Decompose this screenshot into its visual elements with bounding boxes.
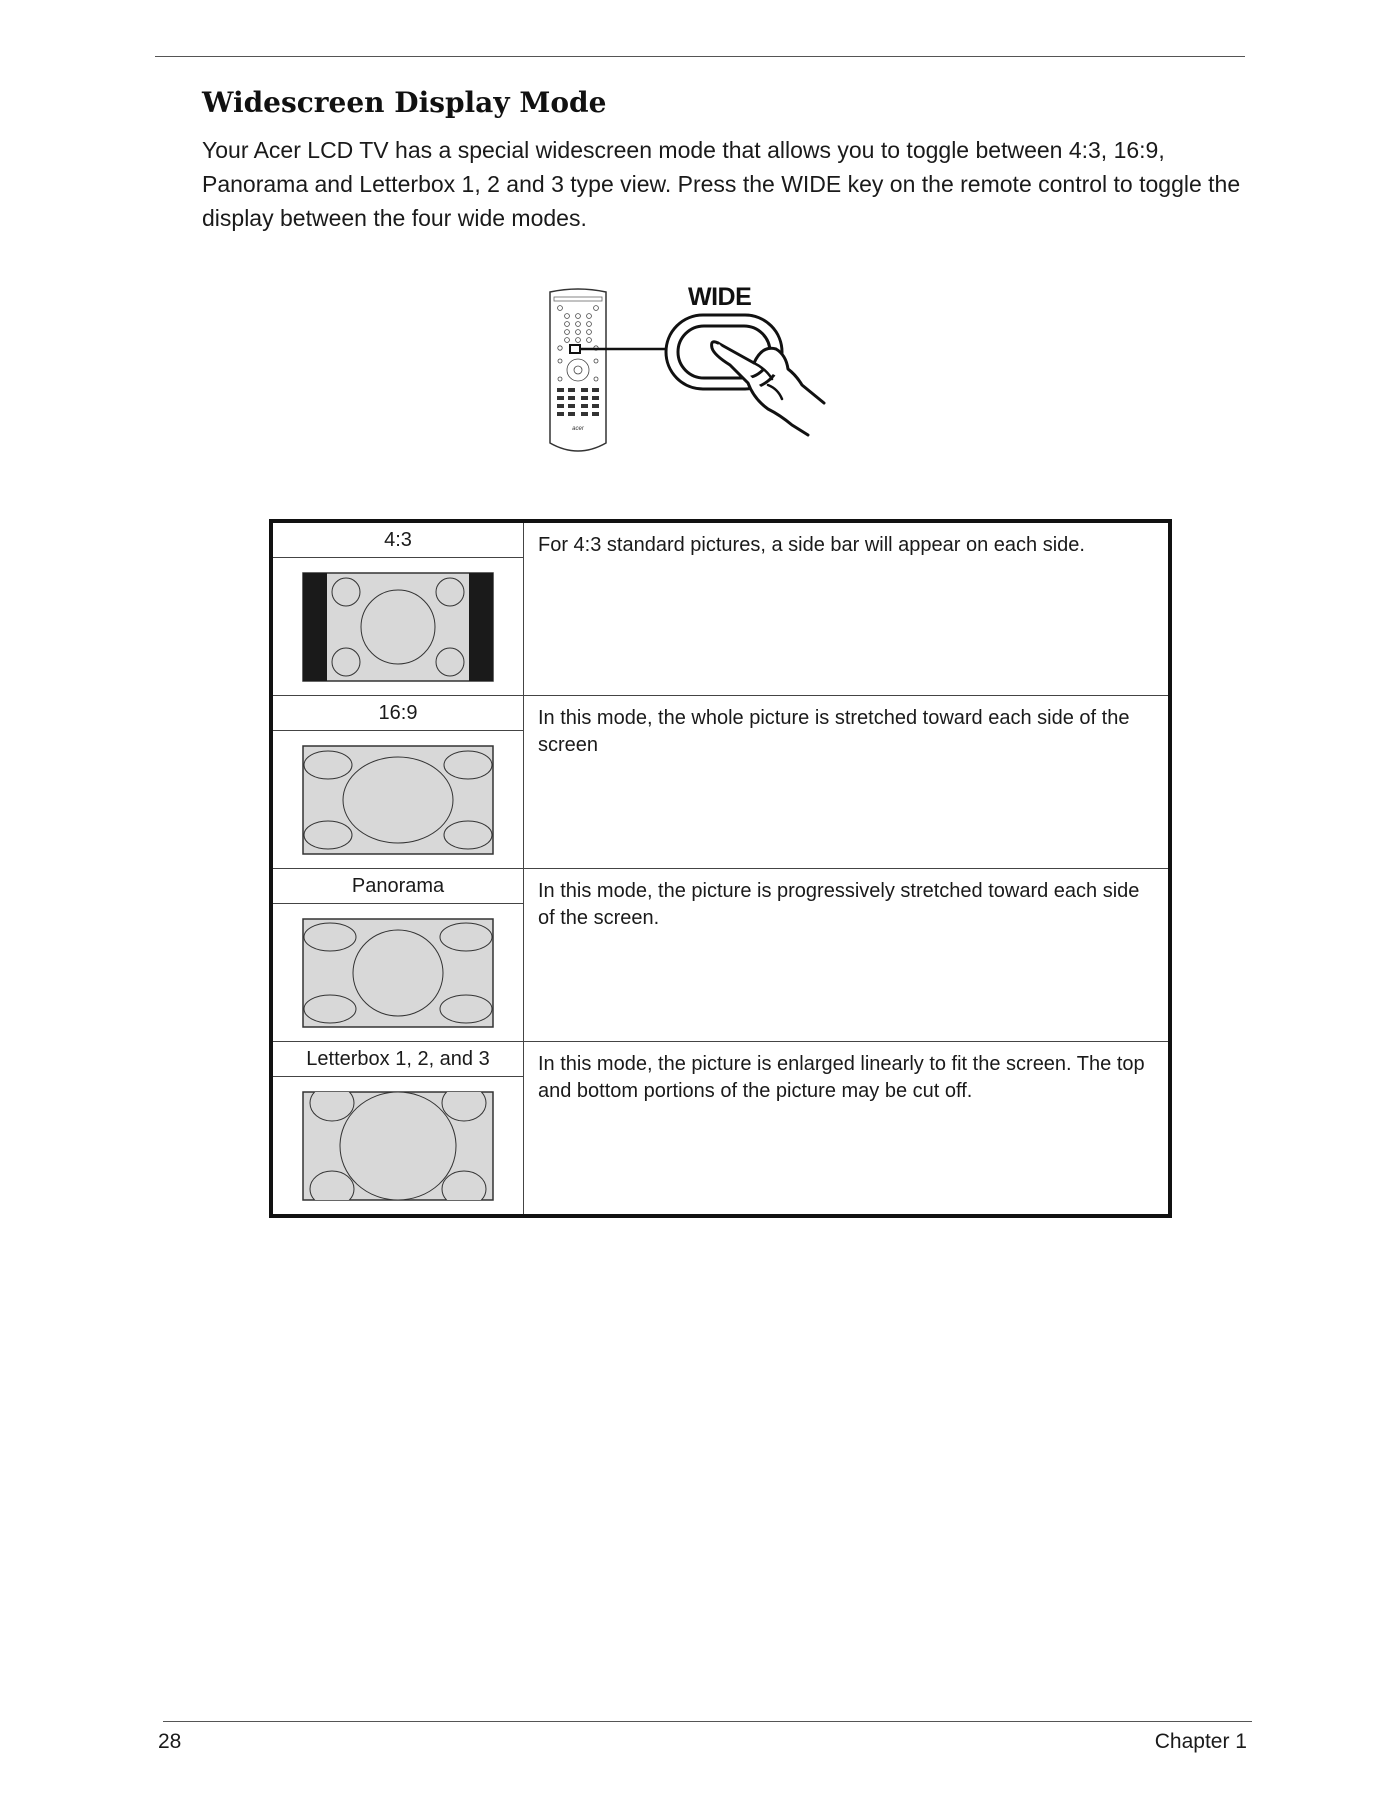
mode-16-9-picture xyxy=(273,731,523,868)
page-title: Widescreen Display Mode xyxy=(202,86,607,119)
wide-modes-table xyxy=(269,519,1172,1218)
mode-cell xyxy=(271,1042,524,1217)
mode-panorama-picture xyxy=(273,904,523,1041)
page-number: 28 xyxy=(158,1730,182,1753)
mode-letterbox-picture xyxy=(273,1077,523,1214)
table-row xyxy=(271,1042,1170,1217)
mode-4-3-picture xyxy=(273,558,523,695)
mode-name: 16:9 xyxy=(273,696,523,731)
mode-cell xyxy=(271,869,524,1042)
intro-paragraph: Your Acer LCD TV has a special widescreen mode that allows you to toggle between 4:3, 16:9, Panorama and Letterbox 1, 2 and 3 type view. Press the WIDE key on the remote control to toggle the display between the four wide modes. xyxy=(202,137,1241,231)
table-row xyxy=(271,696,1170,869)
header-rule xyxy=(155,56,1245,57)
wide-key-label: WIDE xyxy=(688,283,752,311)
mode-description: In this mode, the picture is enlarged linearly to fit the screen. The top and bottom portions of the picture may be cut off. xyxy=(524,1042,1171,1217)
remote-wide-illustration xyxy=(540,275,870,460)
mode-cell xyxy=(271,696,524,869)
mode-name: Letterbox 1, 2, and 3 xyxy=(273,1042,523,1077)
mode-name: 4:3 xyxy=(273,523,523,558)
table-row xyxy=(271,521,1170,696)
table-row xyxy=(271,869,1170,1042)
chapter-label: Chapter 1 xyxy=(1154,1730,1247,1753)
mode-description: In this mode, the whole picture is stretched toward each side of the screen xyxy=(524,696,1171,869)
svg-text:acer: acer xyxy=(572,426,584,432)
mode-description: For 4:3 standard pictures, a side bar will appear on each side. xyxy=(524,521,1171,696)
footer-rule xyxy=(163,1721,1252,1722)
mode-description: In this mode, the picture is progressively stretched toward each side of the screen. xyxy=(524,869,1171,1042)
mode-cell xyxy=(271,521,524,696)
mode-name: Panorama xyxy=(273,869,523,904)
